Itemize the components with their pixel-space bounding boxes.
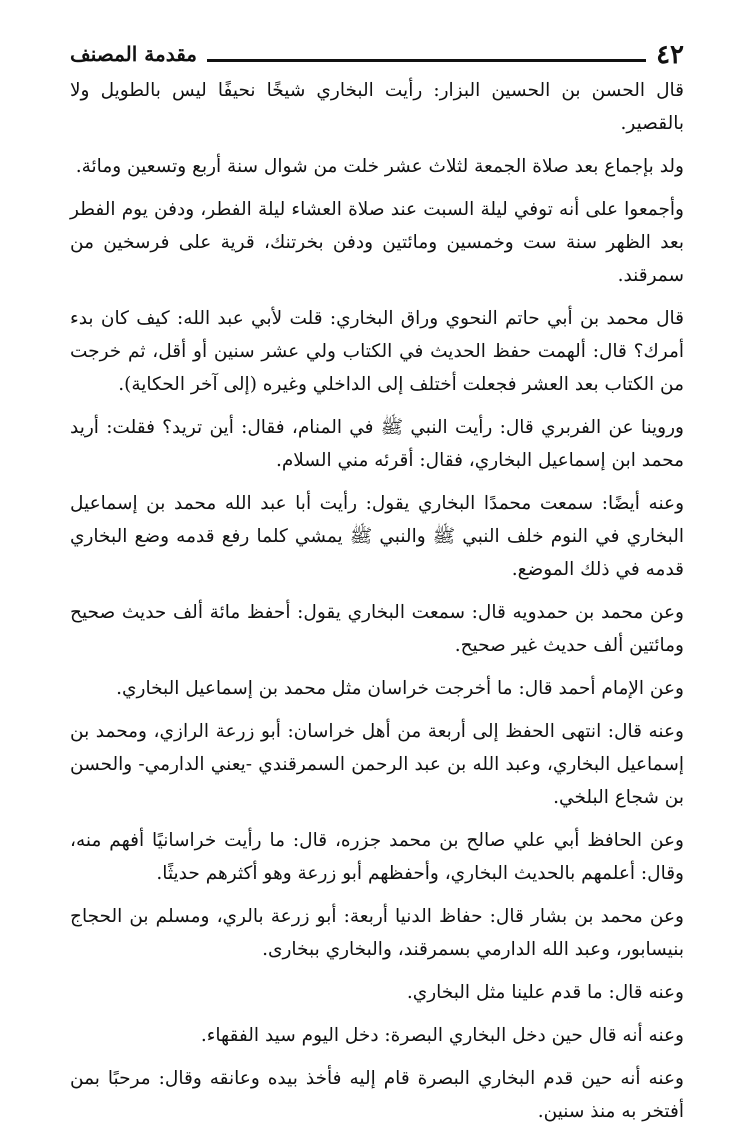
paragraph: وعنه قال: انتهى الحفظ إلى أربعة من أهل خراسان: أبو زرعة الرازي، ومحمد بن إسماعيل البخاري، وعبد الله بن عبد الرحمن السمرقندي -يعني الدارمي- والحسن بن شجاع البلخي. <box>70 721 684 808</box>
paragraph: وعن الحافظ أبي علي صالح بن محمد جزره، قال: ما رأيت خراسانيًا أفهم منه، وقال: أعلمهم بالحديث البخاري، وأحفظهم أبو زرعة وهو أكثرهم حديثًا. <box>70 830 684 884</box>
paragraph: وعن محمد بن بشار قال: حفاظ الدنيا أربعة: أبو زرعة بالري، ومسلم بن الحجاج بنيسابور، وعبد الله الدارمي بسمرقند، والبخاري ببخارى. <box>70 906 684 960</box>
paragraph: قال الحسن بن الحسين البزار: رأيت البخاري شيخًا نحيفًا ليس بالطويل ولا بالقصير. <box>70 80 684 134</box>
page-number: ٤٢ <box>656 40 684 70</box>
paragraph: وعنه قال: ما قدم علينا مثل البخاري. <box>406 982 684 1003</box>
paragraph: وعنه أنه قال حين دخل البخاري البصرة: دخل اليوم سيد الفقهاء. <box>200 1025 684 1046</box>
page-header <box>70 26 684 68</box>
paragraph: ولد بإجماع بعد صلاة الجمعة لثلاث عشر خلت من شوال سنة أربع وتسعين ومائة. <box>75 156 684 177</box>
paragraph: وروينا عن الفربري قال: رأيت النبي ﷺ في المنام، فقال: أين تريد؟ فقلت: أريد محمد ابن إسماعيل البخاري، فقال: أقرئه مني السلام. <box>70 417 684 471</box>
paragraph: وعنه أيضًا: سمعت محمدًا البخاري يقول: رأيت أبا عبد الله محمد بن إسماعيل البخاري في النوم خلف النبي ﷺ والنبي ﷺ يمشي كلما رفع قدمه وضع البخاري قدمه في ذلك الموضع. <box>70 493 684 580</box>
paragraph: وعن الإمام أحمد قال: ما أخرجت خراسان مثل محمد بن إسماعيل البخاري. <box>116 678 684 699</box>
paragraph: وأجمعوا على أنه توفي ليلة السبت عند صلاة العشاء ليلة الفطر، ودفن يوم الفطر بعد الظهر سنة ست وخمسين ومائتين ودفن بخرتنك، قرية على فرسخين من سمرقند. <box>70 199 684 286</box>
header-rule <box>207 59 646 62</box>
paragraph: وعنه أنه حين قدم البخاري البصرة قام إليه فأخذ بيده وعانقه وقال: مرحبًا بمن أفتخر به منذ سنين. <box>70 1068 684 1122</box>
paragraph: قال محمد بن أبي حاتم النحوي وراق البخاري: قلت لأبي عبد الله: كيف كان بدء أمرك؟ قال: ألهمت حفظ الحديث في الكتاب ولي عشر سنين أو أقل، ثم خرجت من الكتاب بعد العشر فجعلت أختلف إلى الداخلي وغيره (إلى آخر الحكاية). <box>70 308 684 395</box>
paragraph: وعن محمد بن حمدويه قال: سمعت البخاري يقول: أحفظ مائة ألف حديث صحيح ومائتين ألف حديث غير صحيح. <box>70 602 684 656</box>
running-title: مقدمة المصنف <box>70 42 198 66</box>
body-text <box>70 74 684 1128</box>
